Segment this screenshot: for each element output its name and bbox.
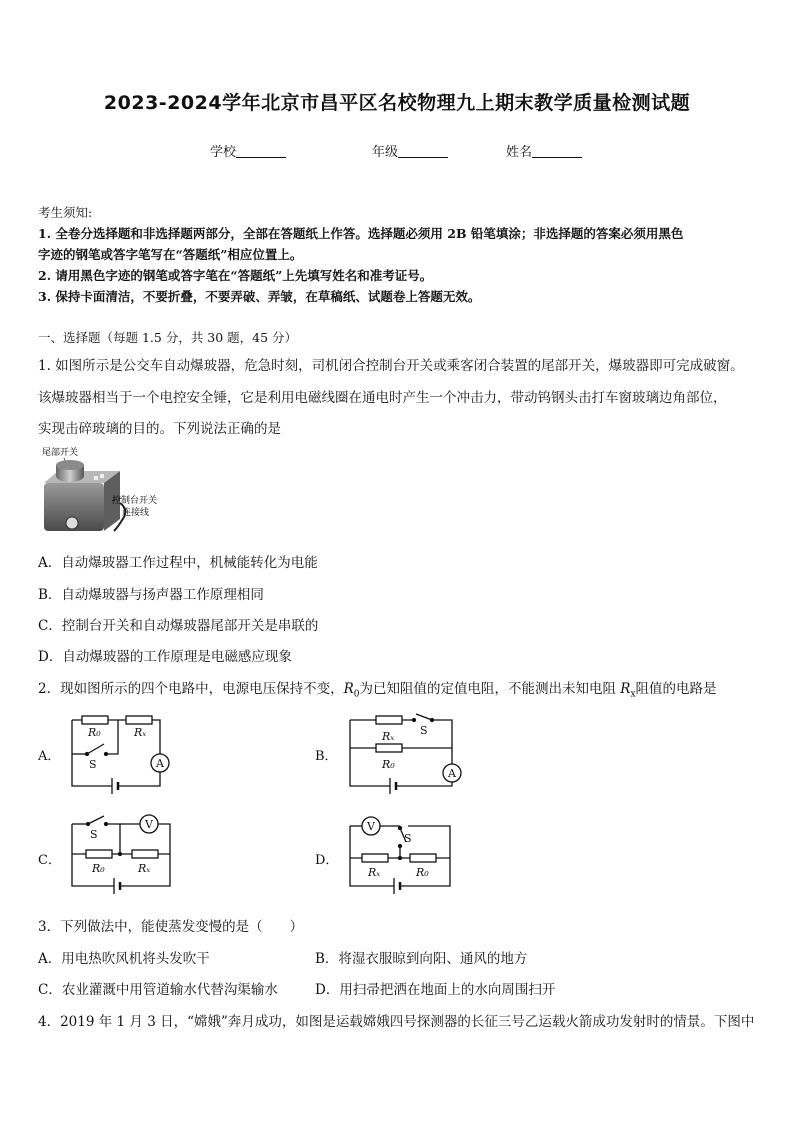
circuit-d bbox=[340, 812, 470, 897]
school-field[interactable] bbox=[210, 141, 286, 160]
circuit-option-c-label[interactable]: C． bbox=[38, 853, 61, 868]
notice-heading: 考生须知: bbox=[38, 205, 93, 220]
name-blank[interactable] bbox=[532, 145, 582, 158]
ammeter-icon: A bbox=[448, 767, 456, 780]
option-d[interactable]: D．用扫帚把洒在地面上的水向周围扫开 bbox=[315, 982, 556, 998]
voltmeter-icon: V bbox=[145, 818, 153, 831]
r0-label: R₀ bbox=[382, 758, 395, 771]
option-d[interactable]: D．自动爆玻器的工作原理是电磁感应现象 bbox=[38, 649, 292, 665]
stem-part: 阻值的电路是 bbox=[635, 681, 717, 697]
option-a[interactable]: A．自动爆玻器工作过程中，机械能转化为电能 bbox=[38, 555, 318, 571]
option-b[interactable]: B．将湿衣服晾到向阳、通风的地方 bbox=[315, 951, 528, 967]
grade-blank[interactable] bbox=[398, 145, 448, 158]
r0-subscript: 0 bbox=[353, 689, 360, 700]
notice-item: 1. 全卷分选择题和非选择题两部分，全部在答题纸上作答。选择题必须用 2B 铅笔填涂；非选择题的答案必须用黑色 bbox=[38, 226, 684, 241]
rx-symbol: R bbox=[620, 681, 631, 697]
rx-subscript: x bbox=[630, 689, 636, 700]
r0-label: R₀ bbox=[416, 866, 429, 879]
tail-switch-label: 尾部开关 bbox=[42, 448, 79, 458]
connecting-wire-label: 连接线 bbox=[122, 508, 150, 518]
stem-part: 为已知阻值的定值电阻，不能测出未知电阻 bbox=[359, 681, 621, 697]
name-field[interactable] bbox=[506, 141, 582, 160]
rx-label: Rₓ bbox=[138, 862, 151, 875]
circuit-c bbox=[62, 812, 182, 897]
switch-label: S bbox=[404, 832, 412, 845]
question-1-line: 1. 如图所示是公交车自动爆玻器，危急时刻，司机闭合控制台开关或乘客闭合装置的尾部开关，爆玻器即可完成破窗。 bbox=[38, 358, 744, 374]
question-3-stem: 3．下列做法中，能使蒸发变慢的是（ ） bbox=[38, 919, 304, 935]
question-4-stem: 4．2019 年 1 月 3 日，“嫦娥”奔月成功，如图是运载嫦娥四号探测器的长征三号乙运载火箭成功发射时的情景。下图中 bbox=[38, 1014, 755, 1030]
name-label: 姓名 bbox=[506, 145, 533, 160]
circuit-option-a-label[interactable]: A． bbox=[38, 749, 61, 764]
notice-item: 3. 保持卡面清洁，不要折叠，不要弄破、弄皱，在草稿纸、试题卷上答题无效。 bbox=[38, 289, 481, 304]
question-2-stem bbox=[38, 677, 717, 700]
rx-label: Rₓ bbox=[368, 866, 381, 879]
circuit-b bbox=[340, 712, 470, 797]
circuit-option-b-label[interactable]: B． bbox=[315, 749, 338, 764]
option-b[interactable]: B．自动爆玻器与扬声器工作原理相同 bbox=[38, 587, 264, 603]
question-1-line: 该爆玻器相当于一个电控安全锤，它是利用电磁线圈在通电时产生一个冲击力，带动钨钢头击打车窗玻璃边角部位， bbox=[38, 390, 727, 406]
switch-label: S bbox=[420, 724, 428, 737]
r0-symbol: R bbox=[343, 681, 354, 697]
option-c[interactable]: C．控制台开关和自动爆玻器尾部开关是串联的 bbox=[38, 618, 319, 634]
page-title: 2023-2024学年北京市昌平区名校物理九上期末教学质量检测试题 bbox=[103, 92, 691, 114]
notice-item: 2. 请用黑色字迹的钢笔或答字笔在“答题纸”上先填写姓名和准考证号。 bbox=[38, 268, 433, 283]
option-a[interactable]: A．用电热吹风机将头发吹干 bbox=[38, 951, 210, 967]
control-switch-label: 控制台开关 bbox=[112, 496, 158, 506]
school-blank[interactable] bbox=[236, 145, 286, 158]
notice-item: 字迹的钢笔或答字笔写在“答题纸”相应位置上。 bbox=[38, 247, 303, 262]
switch-label: S bbox=[90, 828, 98, 841]
grade-field[interactable] bbox=[372, 141, 448, 160]
circuit-option-d-label[interactable]: D． bbox=[315, 853, 339, 868]
rx-label: Rₓ bbox=[134, 726, 147, 739]
school-label: 学校 bbox=[210, 145, 237, 160]
option-c[interactable]: C．农业灌溉中用管道输水代替沟渠输水 bbox=[38, 982, 278, 998]
rx-label: Rₓ bbox=[382, 730, 395, 743]
grade-label: 年级 bbox=[372, 145, 399, 160]
stem-part: 2．现如图所示的四个电路中，电源电压保持不变， bbox=[38, 681, 344, 697]
r0-label: R₀ bbox=[92, 862, 105, 875]
question-1-line: 实现击碎玻璃的目的。下列说法正确的是 bbox=[38, 421, 281, 437]
voltmeter-icon: V bbox=[367, 820, 375, 833]
window-breaker-figure bbox=[38, 443, 178, 538]
switch-label: S bbox=[89, 758, 97, 771]
section-heading: 一、选择题（每题 1.5 分，共 30 题，45 分） bbox=[38, 330, 298, 345]
ammeter-icon: A bbox=[156, 757, 164, 770]
circuit-a bbox=[62, 712, 182, 797]
r0-label: R₀ bbox=[88, 726, 101, 739]
